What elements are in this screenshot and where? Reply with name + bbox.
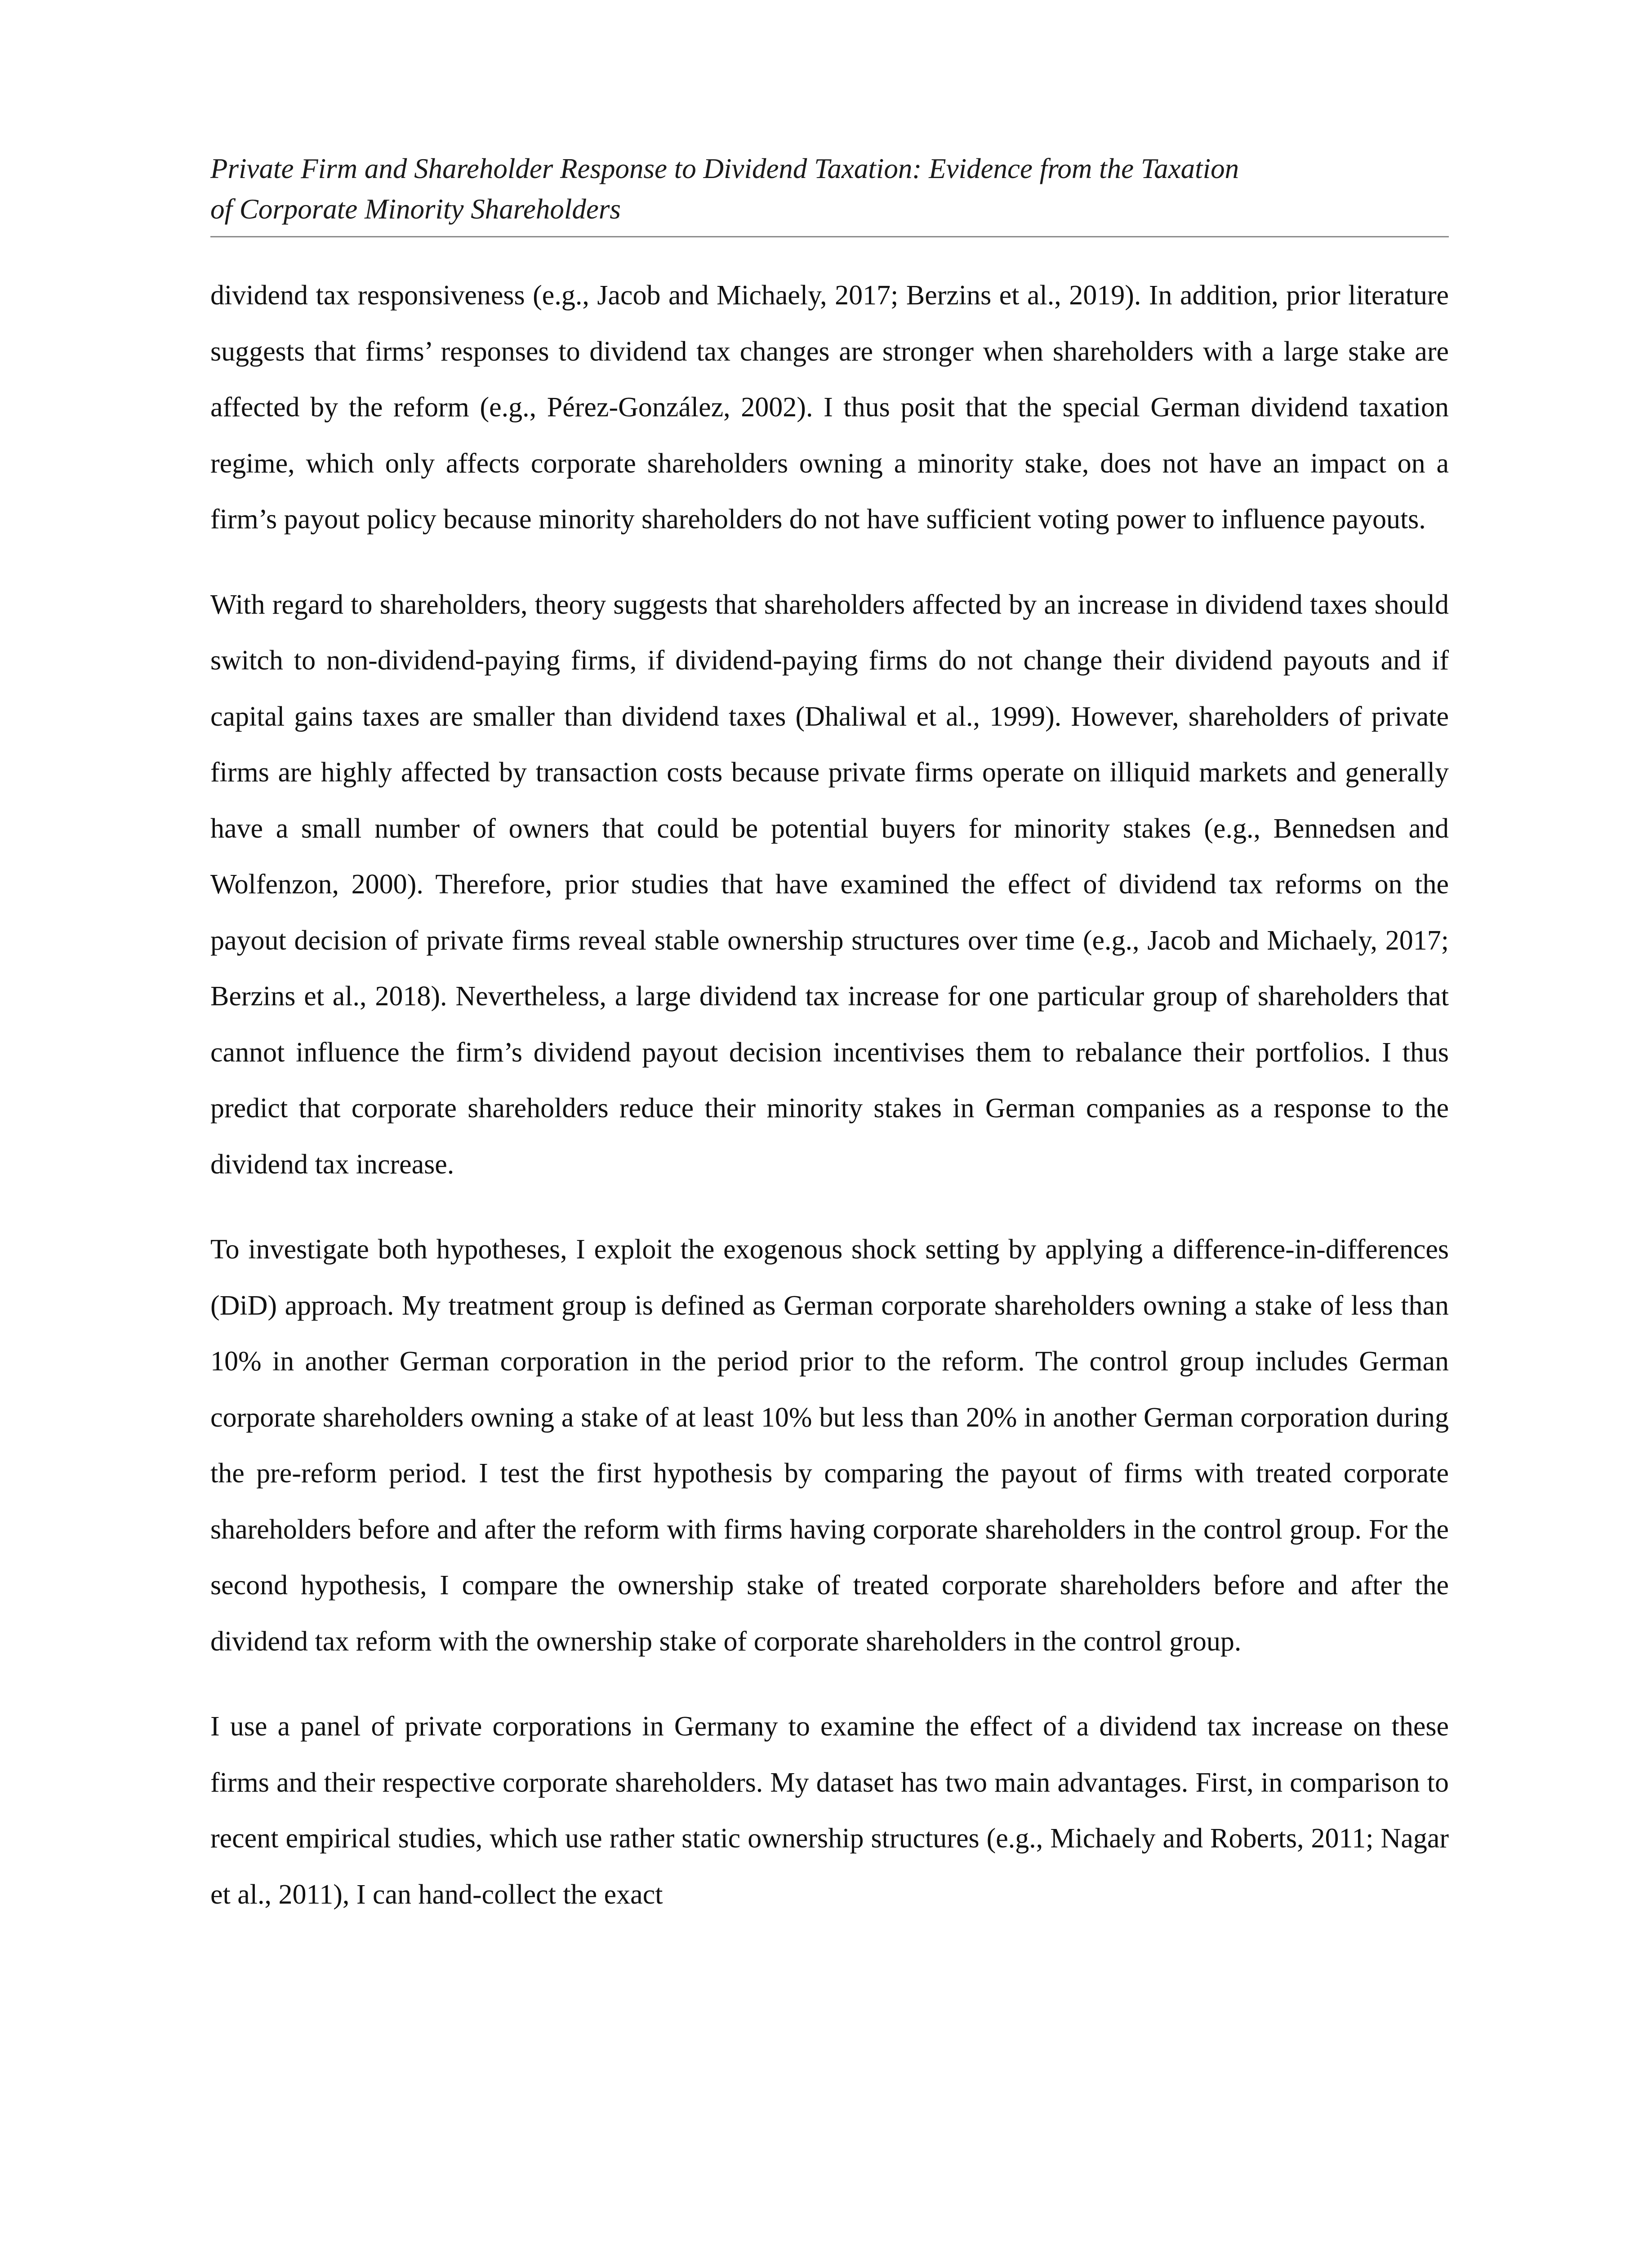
- running-header-line-2: of Corporate Minority Shareholders: [210, 193, 621, 225]
- body-text: [210, 268, 1449, 1922]
- running-header-line-1: Private Firm and Shareholder Response to Dividend Taxation: Evidence from the Taxation: [210, 153, 1239, 184]
- paragraph-2: With regard to shareholders, theory suggests that shareholders affected by an increase in dividend taxes should switch to non-dividend-paying firms, if dividend-paying firms do not change their dividend payouts and if capital gains taxes are smaller than dividend taxes (Dhaliwal et al., 1999). However, shareholders of private firms are highly affected by transaction costs because private firms operate on illiquid markets and generally have a small number of owners that could be potential buyers for minority stakes (e.g., Bennedsen and Wolfenzon, 2000). Therefore, prior studies that have examined the effect of dividend tax reforms on the payout decision of private firms reveal stable ownership structures over time (e.g., Jacob and Michaely, 2017; Berzins et al., 2018). Nevertheless, a large dividend tax increase for one particular group of shareholders that cannot influence the firm’s dividend payout decision incentivises them to rebalance their portfolios. I thus predict that corporate shareholders reduce their minority stakes in German companies as a response to the dividend tax increase.: [210, 589, 1449, 1180]
- running-header: [210, 148, 1449, 229]
- paragraph-4: I use a panel of private corporations in Germany to examine the effect of a dividend tax increase on these firms and their respective corporate shareholders. My dataset has two main advantages. First, in comparison to recent empirical studies, which use rather static ownership structures (e.g., Michaely and Roberts, 2011; Nagar et al., 2011), I can hand-collect the exact: [210, 1711, 1449, 1910]
- paragraph-1: dividend tax responsiveness (e.g., Jacob and Michaely, 2017; Berzins et al., 2019). In addition, prior literature suggests that firms’ responses to dividend tax changes are stronger when shareholders with a large stake are affected by the reform (e.g., Pérez-González, 2002). I thus posit that the special German dividend taxation regime, which only affects corporate shareholders owning a minority stake, does not have an impact on a firm’s payout policy because minority shareholders do not have sufficient voting power to influence payouts.: [210, 280, 1449, 535]
- header-divider: [210, 236, 1449, 237]
- paragraph-3: To investigate both hypotheses, I exploit the exogenous shock setting by applying a difference-in-differences (DiD) approach. My treatment group is defined as German corporate shareholders owning a stake of less than 10% in another German corporation in the period prior to the reform. The control group includes German corporate shareholders owning a stake of at least 10% but less than 20% in another German corporation during the pre-reform period. I test the first hypothesis by comparing the payout of firms with treated corporate shareholders before and after the reform with firms having corporate shareholders in the control group. For the second hypothesis, I compare the ownership stake of treated corporate shareholders before and after the dividend tax reform with the ownership stake of corporate shareholders in the control group.: [210, 1234, 1449, 1657]
